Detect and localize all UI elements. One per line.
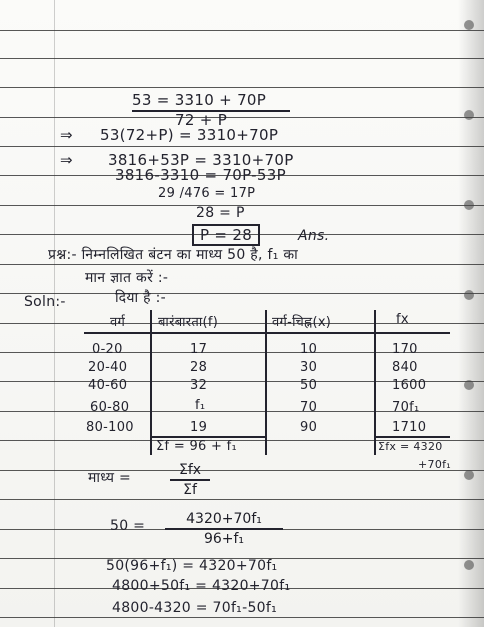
cell-fx: 1600 [392,378,427,393]
question-line-1: प्रश्न:- निम्नलिखित बंटन का माध्य 50 है, f₁ का [48,247,299,263]
spiral-hole [464,20,474,30]
work-line-3: 3816+53P = 3310+70P [108,151,294,169]
rule-line [0,264,484,265]
sum-fx-continued: +70f₁ [418,458,451,471]
sum-rule [150,436,266,438]
notebook-binding [458,0,484,627]
cell-class: 40-60 [88,378,128,393]
spiral-hole [464,290,474,300]
cell-frequency: 19 [190,420,208,435]
mean-label: माध्य = [88,470,132,486]
sum-fx: Σfx = 4320 [378,440,443,453]
eq1-denominator: 96+f₁ [203,530,245,547]
work-line-2: 53(72+P) = 3310+70P [100,126,279,144]
rule-line [0,117,484,118]
cell-class: 0-20 [92,342,123,357]
rule-line [0,323,484,324]
spiral-hole [464,470,474,480]
table-header-classmark: वर्ग-चिह्न(x) [272,315,332,330]
cell-fx: 840 [392,360,418,375]
cell-classmark: 90 [300,420,318,435]
arrow-icon: ⇒ [60,126,73,144]
sum-frequency: Σf = 96 + f₁ [156,439,238,454]
answer-label: Ans. [298,228,330,244]
cell-class: 20-40 [88,360,128,375]
cell-fx: 1710 [392,420,427,435]
arrow-icon: ⇒ [60,151,73,169]
table-header-rule [84,332,450,334]
cell-classmark: 10 [300,342,318,357]
margin-line [54,0,55,627]
mean-numerator: Σfx [178,462,202,478]
answer-box: P = 28 [192,224,260,246]
rule-line [0,146,484,147]
rule-line [0,293,484,294]
mean-fraction [170,462,210,498]
fraction-bar [170,479,210,481]
table-header-class: वर्ग [110,315,126,330]
rule-line [0,58,484,59]
cell-frequency: 17 [190,342,208,357]
rule-line [0,30,484,31]
eq1-lhs: 50 = [110,518,146,534]
question-line-2: मान ज्ञात करें :- [85,270,169,286]
eq1-numerator: 4320+70f₁ [186,511,262,527]
fraction-bar [165,528,283,530]
work-line-6: 28 = P [196,205,245,221]
spiral-hole [464,560,474,570]
work-line-1-den: 72 + P [175,111,228,129]
rule-line [0,499,484,500]
eq1-fraction [165,511,283,547]
eq3: 4800+50f₁ = 4320+70f₁ [112,578,291,594]
work-line-5: 29 /476 = 17P [158,186,256,201]
work-line-4: 3816-3310 = 70P-53P [115,166,286,184]
eq2: 50(96+f₁) = 4320+70f₁ [106,558,278,574]
table-header-frequency: बारंबारता(f) [158,315,219,330]
sum-rule [374,436,450,438]
work-line-1: 53 = 3310 + 70P [132,91,267,109]
cell-classmark: 70 [300,400,318,415]
mean-denominator: Σf [183,481,197,498]
spiral-hole [464,110,474,120]
rule-line [0,617,484,618]
given-label: दिया है :- [115,290,167,306]
cell-classmark: 50 [300,378,318,393]
cell-frequency: 28 [190,360,208,375]
eq4: 4800-4320 = 70f₁-50f₁ [112,600,278,616]
solution-label: Soln:- [24,294,66,310]
rule-line [0,470,484,471]
cell-classmark: 30 [300,360,318,375]
cell-frequency: f₁ [195,398,206,413]
spiral-hole [464,200,474,210]
table-header-fx: fx [396,312,409,327]
cell-class: 60-80 [90,400,130,415]
cell-frequency: 32 [190,378,208,393]
cell-fx: 70f₁ [392,400,420,415]
rule-line [0,87,484,88]
spiral-hole [464,380,474,390]
cell-fx: 170 [392,342,418,357]
cell-class: 80-100 [86,420,134,435]
